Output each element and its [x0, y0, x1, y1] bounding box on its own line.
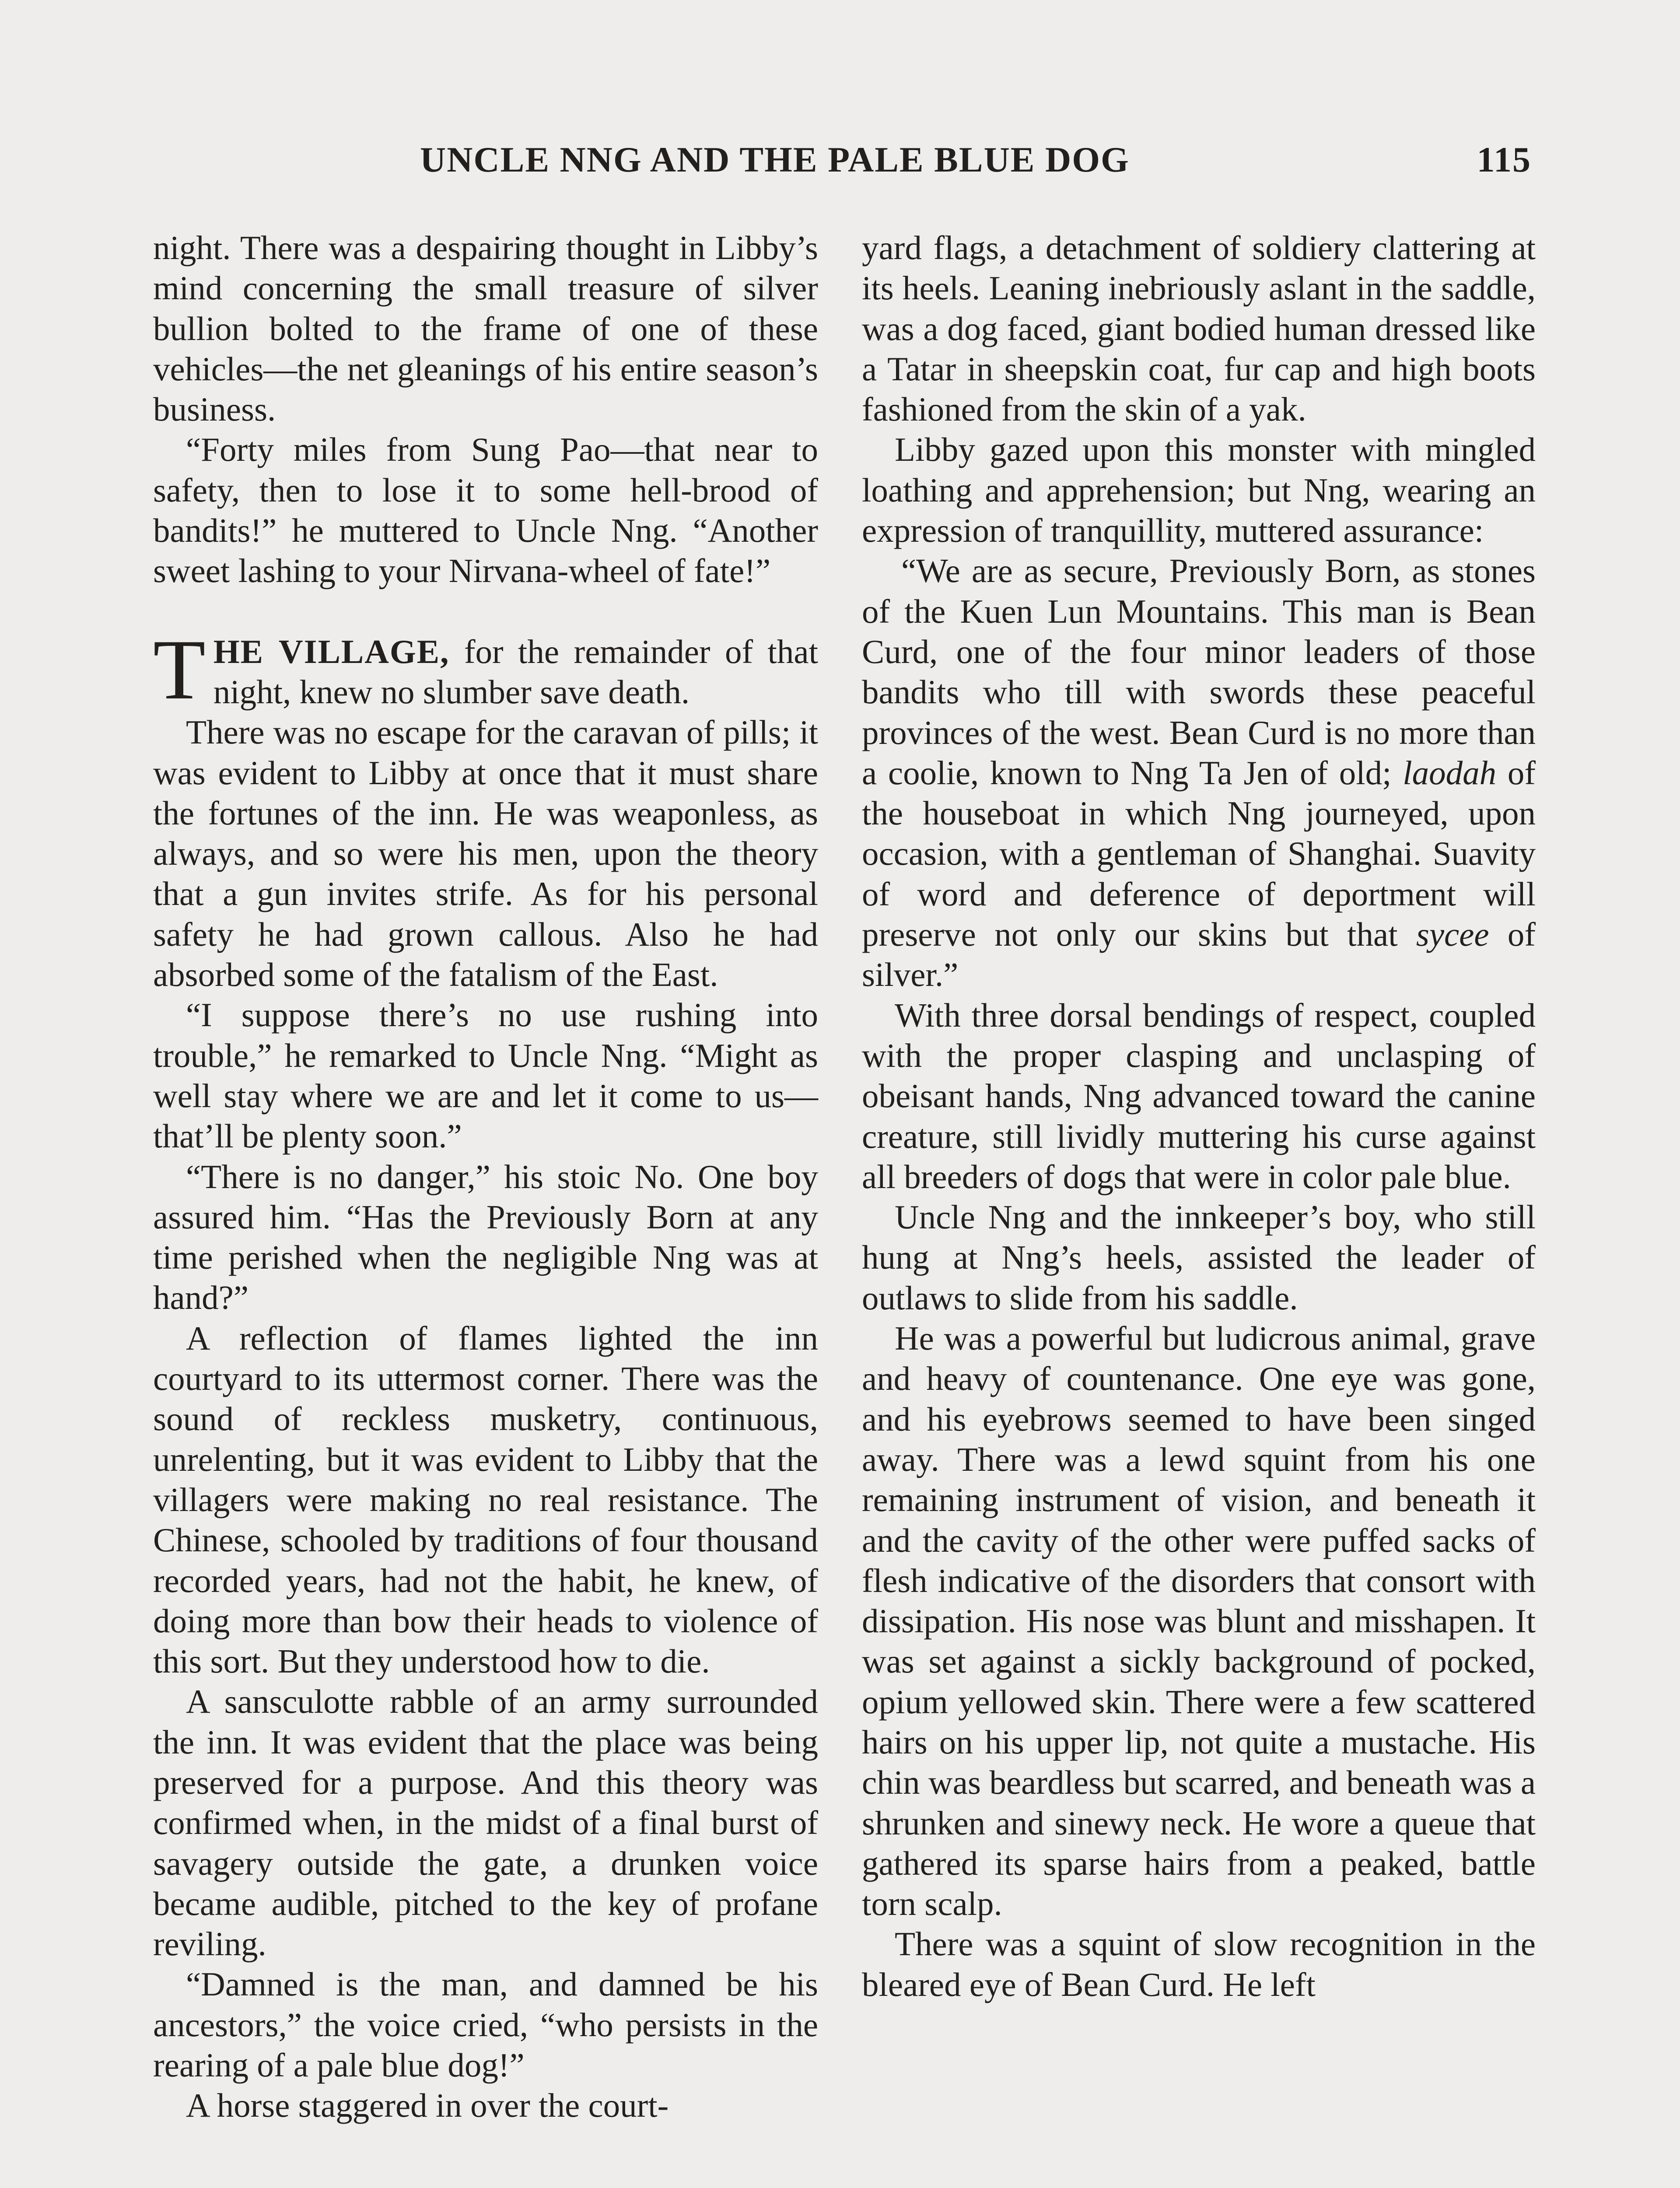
paragraph: There was no escape for the caravan of pills; it was evident to Libby at once that it must share the fortunes of the inn. He was weaponless, as always, and so were his men, upon the theory that a gun invites strife. As for his personal safety he had grown callous. Also he had absorbed some of the fatalism of the East.: [153, 713, 818, 994]
paragraph-text: of silver.”: [862, 915, 1536, 994]
paragraph: A sansculotte rabble of an army surrounded the inn. It was evident that the place was being preserved for a purpose. And this theory was confirmed when, in the midst of a final burst of savagery outside the gate, a drunken voice became audible, pitched to the key of profane reviling.: [153, 1683, 818, 1963]
italic-term: laodah: [1403, 754, 1497, 792]
page-number: 115: [1477, 140, 1531, 179]
paragraph-text: “We are as secure, Previously Born, as stones of the Kuen Lun Mountains. This man is Bean Curd, one of the four minor leaders of those bandits who till with swords these peaceful provinces of the west. Bean Curd is no more than a coolie, known to Nng Ta Jen of old;: [862, 552, 1536, 792]
paragraph: night. There was a despairing thought in Libby’s mind concerning the small treasure of silver bullion bolted to the frame of one of these vehicles—the net gleanings of his entire season’s business.: [153, 229, 818, 428]
section-opening-paragraph: [153, 622, 818, 717]
paragraph: “I suppose there’s no use rushing into trouble,” he remarked to Uncle Nng. “Might as well stay where we are and let it come to us—that’ll be plenty soon.”: [153, 996, 818, 1155]
paragraph: A horse staggered in over the court-: [186, 2086, 669, 2125]
quoted-paragraph: [862, 551, 1536, 995]
paragraph: He was a powerful but ludicrous animal, grave and heavy of countenance. One eye was gone, and his eyebrows seemed to have been singed away. There was a lewd squint from his one remaining instrument of vision, and beneath it and the cavity of the other were puffed sacks of flesh indicative of the disorders that consort with dissipation. His nose was blunt and misshapen. It was set against a sickly background of pocked, opium yellowed skin. There were a few scattered hairs on his upper lip, not quite a mustache. His chin was beardless but scarred, and beneath was a shrunken and sinewy neck. He wore a queue that gathered its sparse hairs from a peaked, battle torn scalp.: [862, 1319, 1536, 1923]
paragraph: yard flags, a detachment of soldiery clattering at its heels. Leaning inebriously aslant in the saddle, was a dog faced, giant bodied human dressed like a Tatar in sheepskin coat, fur cap and high boots fashioned from the skin of a yak.: [862, 229, 1536, 428]
paragraph: There was a squint of slow recognition in the bleared eye of Bean Curd. He left: [862, 1925, 1536, 2003]
paragraph: Uncle Nng and the innkeeper’s boy, who still hung at Nng’s heels, assisted the leader of outlaws to slide from his saddle.: [862, 1198, 1536, 1317]
paragraph-text: for the remainder of that night, knew no slumber save death.: [213, 632, 818, 711]
paragraph: A reflection of flames lighted the inn courtyard to its uttermost corner. There was the sound of reckless musketry, continuous, unrelenting, but it was evident to Libby that the villagers were making no real resistance. The Chinese, schooled by traditions of four thousand recorded years, had not the habit, he knew, of doing more than bow their heads to violence of this sort. But they understood how to die.: [153, 1319, 818, 1680]
drop-cap: T: [153, 622, 206, 717]
paragraph: “Forty miles from Sung Pao—that near to safety, then to lose it to some hell-brood of bandits!” he muttered to Uncle Nng. “Another sweet lashing to your Nirvana-wheel of fate!”: [153, 431, 818, 590]
right-column: [862, 228, 1536, 2005]
paragraph: Libby gazed upon this monster with mingled loathing and apprehension; but Nng, wearing an expression of tranquillity, muttered assurance:: [862, 431, 1536, 550]
italic-term: sycee: [1416, 915, 1489, 954]
running-title: UNCLE NNG AND THE PALE BLUE DOG: [420, 140, 1130, 179]
lead-in-text: HE VILLAGE,: [213, 632, 450, 670]
running-head: [420, 136, 1531, 184]
paragraph: “There is no danger,” his stoic No. One boy assured him. “Has the Previously Born at any time perished when the negligible Nng was at hand?”: [153, 1157, 818, 1317]
paragraph: “Damned is the man, and damned be his ancestors,” the voice cried, “who persists in the rearing of a pale blue dog!”: [153, 1965, 818, 2084]
left-column: [153, 228, 818, 2126]
paragraph-text: of the houseboat in which Nng journeyed, upon occasion, with a gentleman of Shanghai. Suavity of word and deference of deportment will preserve not only our skins but that: [862, 754, 1536, 954]
paragraph: With three dorsal bendings of respect, coupled with the proper clasping and unclasping of obeisant hands, Nng advanced toward the canine creature, still lividly muttering his curse against all breeders of dogs that were in color pale blue.: [862, 996, 1536, 1196]
